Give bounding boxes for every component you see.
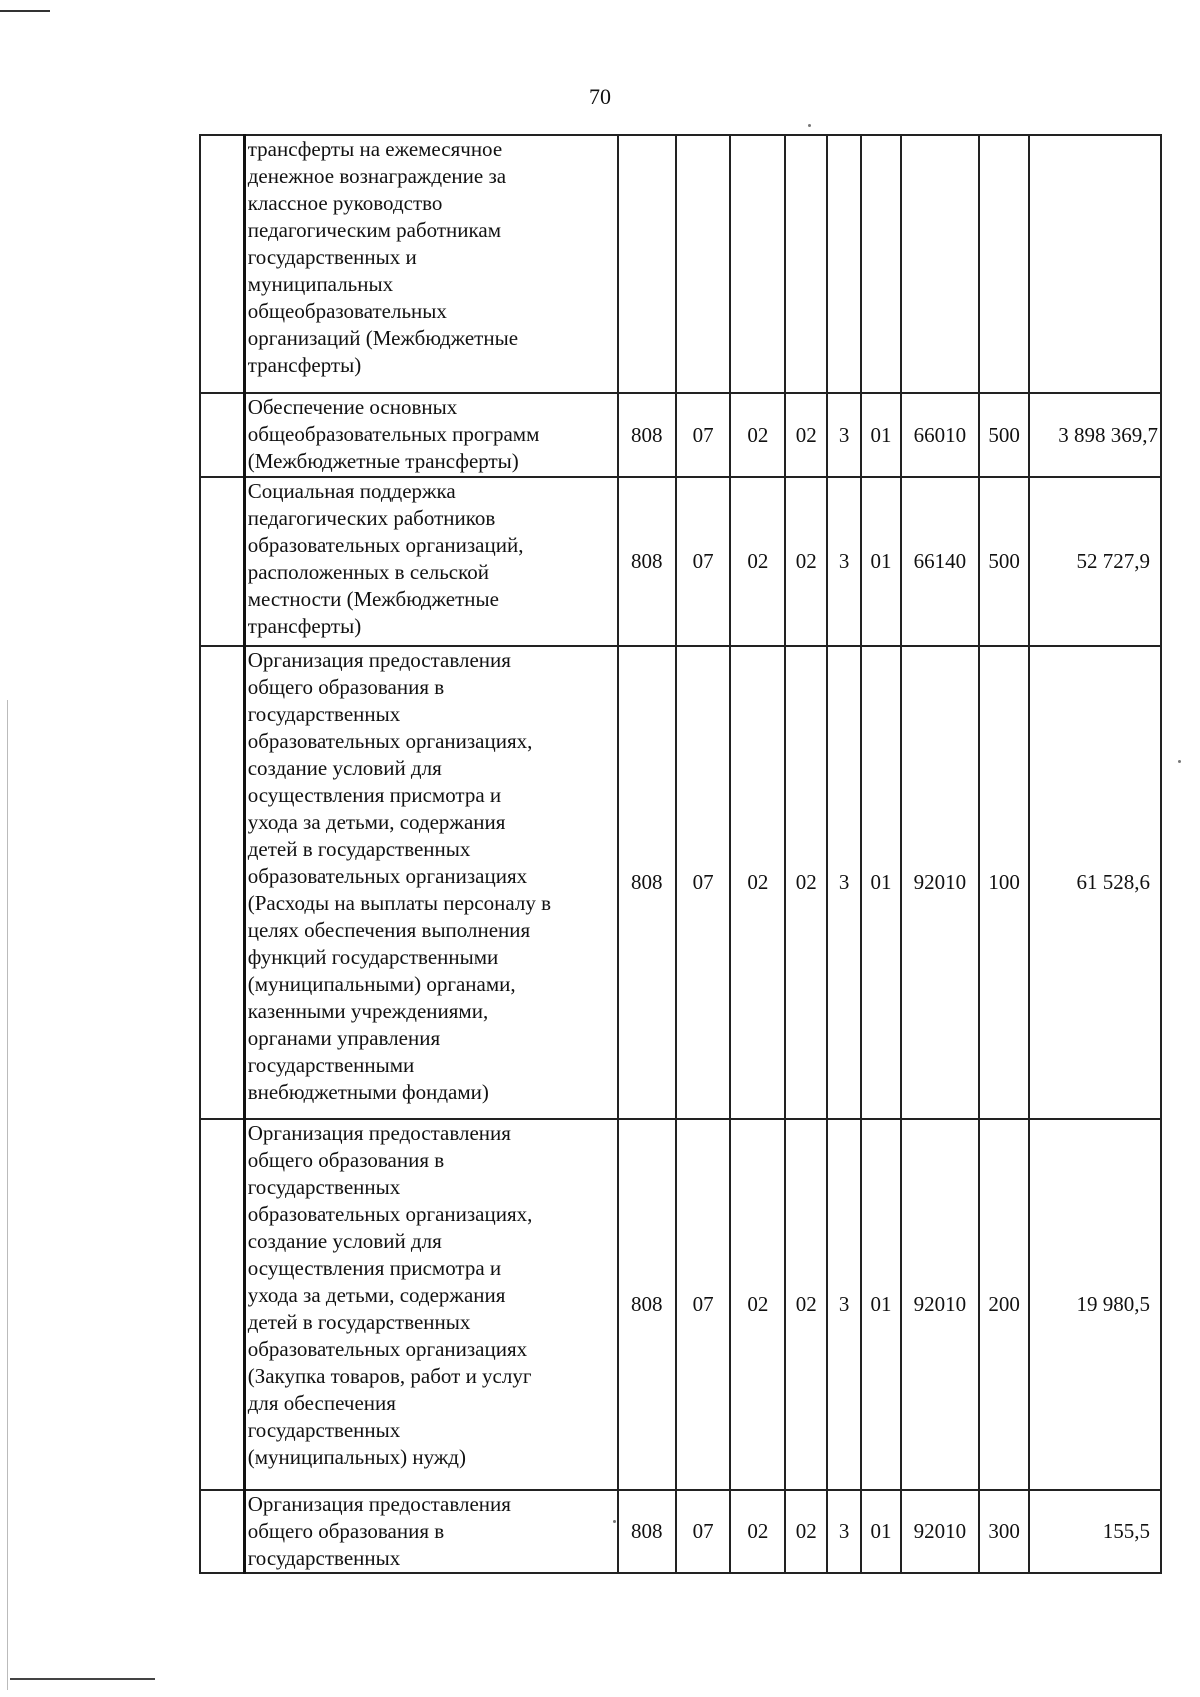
direction-code-cell: 92010	[901, 1119, 979, 1490]
item-name-text: Организация предоставления общего образования в государственных	[247, 1492, 511, 1570]
subprogram-code-cell: 3	[827, 477, 861, 646]
table-row	[200, 135, 1161, 393]
amount-cell: 3 898 369,7	[1029, 393, 1161, 477]
subsection-code-cell: 02	[730, 477, 785, 646]
section-code-cell	[676, 135, 731, 393]
main-event-code-cell: 01	[861, 646, 901, 1119]
amount-cell: 19 980,5	[1029, 1119, 1161, 1490]
item-name-cell	[244, 1119, 618, 1490]
item-name-cell	[244, 1490, 618, 1573]
expense-type-code-cell: 200	[979, 1119, 1030, 1490]
table-row	[200, 1119, 1161, 1490]
subsection-code-cell	[730, 135, 785, 393]
direction-code-cell: 92010	[901, 1490, 979, 1573]
amount-cell	[1029, 135, 1161, 393]
row-number-cell	[200, 135, 244, 393]
main-event-code-cell: 01	[861, 1490, 901, 1573]
item-name-cell	[244, 477, 618, 646]
subprogram-code-cell: 3	[827, 1119, 861, 1490]
subsection-code-cell: 02	[730, 1490, 785, 1573]
direction-code-cell: 66140	[901, 477, 979, 646]
section-code-cell: 07	[676, 1490, 731, 1573]
main-event-code-cell: 01	[861, 393, 901, 477]
direction-code-cell	[901, 135, 979, 393]
scan-artifact-line	[0, 10, 50, 12]
main-event-code-cell: 01	[861, 1119, 901, 1490]
section-code-cell: 07	[676, 1119, 731, 1490]
main-event-code-cell: 01	[861, 477, 901, 646]
subprogram-code-cell: 3	[827, 393, 861, 477]
program-code-cell	[785, 135, 827, 393]
direction-code-cell: 92010	[901, 646, 979, 1119]
item-name-cell	[244, 135, 618, 393]
row-number-cell	[200, 477, 244, 646]
row-number-cell	[200, 393, 244, 477]
expense-type-code-cell: 100	[979, 646, 1030, 1119]
scan-artifact-dot	[1178, 760, 1181, 763]
amount-cell: 61 528,6	[1029, 646, 1161, 1119]
program-code-cell: 02	[785, 1490, 827, 1573]
scan-artifact-line	[7, 700, 8, 1690]
page-number: 70	[589, 84, 611, 109]
table-row	[200, 393, 1161, 477]
ministry-code-cell: 808	[618, 477, 676, 646]
section-code-cell: 07	[676, 477, 731, 646]
subsection-code-cell: 02	[730, 393, 785, 477]
program-code-cell: 02	[785, 1119, 827, 1490]
subprogram-code-cell: 3	[827, 646, 861, 1119]
item-name-text: Обеспечение основных общеобразовательных программ (Межбюджетные трансферты)	[247, 395, 540, 473]
table-body	[200, 135, 1161, 1573]
subsection-code-cell: 02	[730, 1119, 785, 1490]
subprogram-code-cell: 3	[827, 1490, 861, 1573]
main-event-code-cell	[861, 135, 901, 393]
table-row	[200, 1490, 1161, 1573]
row-number-cell	[200, 1119, 244, 1490]
scan-artifact-line	[10, 1678, 155, 1680]
item-name-text: Организация предоставления общего образования в государственных образовательных организациях, создание условий для осуществления присмотра и ухода за детьми, содержания детей в государственных образовательных организациях (Закупка товаров, работ и услуг для обеспечения государственных (муниципальных) нужд)	[247, 1121, 533, 1469]
subprogram-code-cell	[827, 135, 861, 393]
expense-type-code-cell: 300	[979, 1490, 1030, 1573]
ministry-code-cell: 808	[618, 1119, 676, 1490]
expense-type-code-cell: 500	[979, 393, 1030, 477]
ministry-code-cell: 808	[618, 646, 676, 1119]
item-name-cell	[244, 646, 618, 1119]
section-code-cell: 07	[676, 646, 731, 1119]
ministry-code-cell: 808	[618, 393, 676, 477]
table-row	[200, 477, 1161, 646]
section-code-cell: 07	[676, 393, 731, 477]
row-number-cell	[200, 646, 244, 1119]
program-code-cell: 02	[785, 646, 827, 1119]
ministry-code-cell: 808	[618, 1490, 676, 1573]
item-name-text: Организация предоставления общего образования в государственных образовательных организациях, создание условий для осуществления присмотра и ухода за детьми, содержания детей в государственных образовательных организациях (Расходы на выплаты персоналу в целях обеспечения выполнения функций государственными (муниципальными) органами, казенными учреждениями, органами управления государственными внебюджетными фондами)	[247, 648, 552, 1104]
program-code-cell: 02	[785, 477, 827, 646]
item-name-text: трансферты на ежемесячное денежное вознаграждение за классное руководство педагогическим работникам государственных и муниципальных общеобразовательных организаций (Межбюджетные трансферты)	[247, 137, 519, 377]
program-code-cell: 02	[785, 393, 827, 477]
amount-cell: 52 727,9	[1029, 477, 1161, 646]
item-name-text: Социальная поддержка педагогических работников образовательных организаций, расположенных в сельской местности (Межбюджетные трансферты)	[247, 479, 524, 638]
table-row	[200, 646, 1161, 1119]
scan-artifact-dot	[808, 124, 811, 127]
budget-table	[199, 134, 1162, 1574]
amount-cell: 155,5	[1029, 1490, 1161, 1573]
subsection-code-cell: 02	[730, 646, 785, 1119]
expense-type-code-cell: 500	[979, 477, 1030, 646]
expense-type-code-cell	[979, 135, 1030, 393]
ministry-code-cell	[618, 135, 676, 393]
item-name-cell	[244, 393, 618, 477]
direction-code-cell: 66010	[901, 393, 979, 477]
row-number-cell	[200, 1490, 244, 1573]
